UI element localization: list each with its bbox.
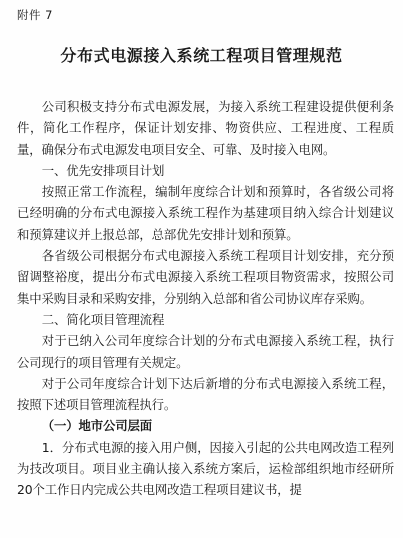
paragraph-materials: 各省级公司根据分布式电源接入系统工程项目计划安排，充分预留调整裕度，提出分布式电源接入系统工程项目物资需求，按照公司集中采购目录和采购安排，分别纳入总部和省公司协议库存采购。 [17,248,394,306]
paragraph-user-side: 1．分布式电源的接入用户侧，因接入引起的公共电网改造工程列为技改项目。项目业主确认接入系统方案后，运检部组织地市经研所20个工作日内完成公共电网改造工程项目建议书，提 [17,439,394,498]
document-body [17,96,394,501]
section-heading-1: 一、优先安排项目计划 [41,162,165,178]
subsection-heading-city: （一）地市公司层面 [41,418,152,434]
document-title: 分布式电源接入系统工程项目管理规范 [60,46,343,65]
paragraph-intro: 公司积极支持分布式电源发展，为接入系统工程建设提供便利条件，简化工作程序，保证计划安排、物资供应、工程进度、工程质量，确保分布式电源发电项目安全、可靠、及时接入电网。 [17,99,394,157]
section-heading-2: 二、简化项目管理流程 [41,311,165,327]
attachment-label: 附件 7 [17,8,53,22]
paragraph-new-projects: 对于公司年度综合计划下达后新增的分布式电源接入系统工程，按照下述项目管理流程执行。 [17,375,394,413]
paragraph-plan-budget: 按照正常工作流程，编制年度综合计划和预算时，各省级公司将已经明确的分布式电源接入系统工程作为基建项目纳入综合计划建议和预算建议并上报总部，总部优先安排计划和预算。 [17,184,394,242]
paragraph-existing-projects: 对于已纳入公司年度综合计划的分布式电源接入系统工程，执行公司现行的项目管理有关规定。 [17,333,394,370]
